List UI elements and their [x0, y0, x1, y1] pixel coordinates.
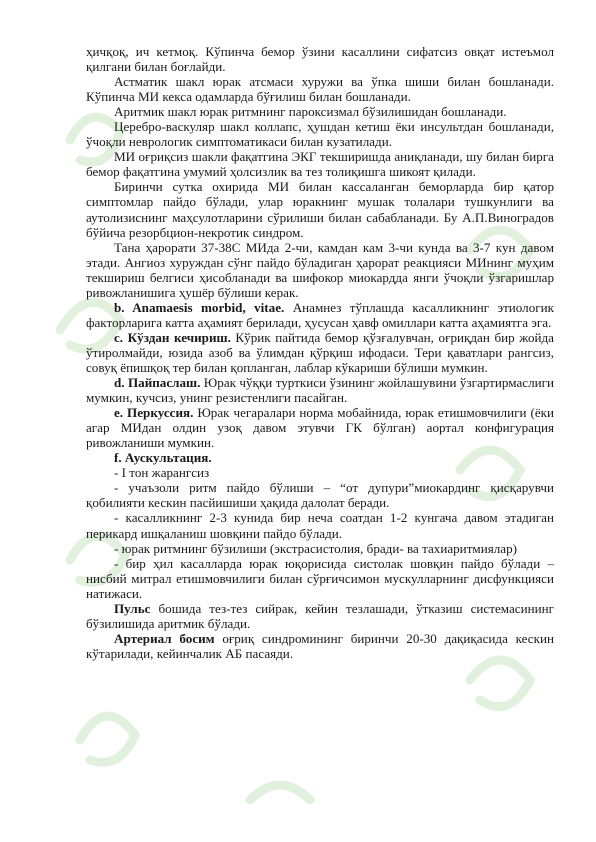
paragraph — [86, 300, 554, 330]
paragraph-text: Анамнез тўплашда касалликнинг этиологик факторларига катта аҳамият берилади, ҳусусан ҳавф омиллари катта аҳамиятга эга. — [86, 299, 555, 330]
paragraph-text: Аритмик шакл юрак ритмнинг пароксизмал бўзилишидан бошланади. — [114, 104, 507, 120]
paragraph — [86, 450, 554, 465]
paragraph — [86, 480, 554, 510]
paragraph-heading: f. Аускультация. — [114, 450, 212, 466]
paragraph-text: бошида тез-тез сийрак, кейин тезлашади, ўтказиш системасининг бўзилишида аритмик бўлади. — [86, 600, 554, 631]
paragraph-text: Биринчи сутка охирида МИ билан кассаланган беморларда бир қатор симптомлар пайдо бўлади, улар юракнинг мушак толалари тушкунлиги ва аутолизиснинг маҳсулотларини сўрилиши билан сабабланади. Бу А.П.Виноградов бўйича резорбцион-некротик синдром. — [86, 179, 554, 240]
paragraph-text: ҳичқоқ, ич кетмоқ. Кўпинча бемор ўзини касаллини сифатсиз овқат истеъмол қилгани билан боғлайди. — [86, 44, 554, 75]
paragraph — [86, 405, 554, 450]
paragraph — [86, 465, 554, 480]
paragraph — [86, 179, 554, 239]
paragraph — [86, 44, 554, 74]
paragraph — [86, 104, 554, 119]
paragraph-text: - юрак ритмнинг бўзилиши (экстрасистолия, бради- ва тахиаритмиялар) — [114, 540, 517, 556]
paragraph-text: Церебро-васкуляр шакл коллапс, ҳушдан кетиш ёки инсультдан бошланади, ўчоқли неврологик симптоматикаси билан кузатилади. — [86, 119, 554, 150]
paragraph-text: Тана ҳарорати 37-38С МИда 2-чи, камдан кам 3-чи кунда ва 3-7 кун давом этади. Ангиоз хуруждан сўнг пайдо бўладиган ҳарорат реакцияси МИнинг муҳим текшириш белгиси ҳисобланади ва шифокор миокардда янги ўчоқли ўзгаришлар ривожланишига ҳушёр бўлиши керак. — [86, 239, 554, 300]
paragraph-text: оғриқ синдромининг биринчи 20-30 дақиқасида кескин кўтарилади, кейинчалик АБ пасаяди. — [86, 630, 554, 661]
paragraph-heading: e. Перкуссия. — [114, 405, 194, 421]
paragraph-text: Кўрик пайтида бемор қўзғалувчан, оғриқдан бир жойда ўтиролмайди, юзида азоб ва ўлимдан қўрқиш ифодаси. Тери қаватлари рангсиз, совуқ ёпишқоқ тер билан қопланган, лаблар кўкариши бўлиши мумкин. — [86, 329, 554, 375]
paragraph — [86, 556, 554, 601]
paragraph-text: Юрак чегаралари норма мобайнида, юрак етишмовчилиги (ёки агар МИдан олдин узоқ давом этувчи ГК бўлган) аортал конфигурация ривожланиши мумкин. — [86, 405, 554, 451]
paragraph — [86, 74, 554, 104]
paragraph — [86, 119, 554, 149]
paragraph — [86, 149, 554, 179]
paragraph-heading: d. Пайпаслаш. — [114, 375, 201, 391]
paragraph — [86, 631, 554, 661]
paragraph — [86, 541, 554, 556]
document-page — [86, 44, 554, 661]
paragraph — [86, 510, 554, 540]
paragraph-heading: b. Anamaesis morbid, vitae. — [114, 299, 285, 315]
paragraph-text: - бир ҳил касалларда юрак юқорисида систолак шовқин пайдо бўлади – нисбий митрал етишмовчилиги билан сўрғичсимон мускулларнинг дисфункцияси натижаси. — [86, 555, 554, 601]
paragraph — [86, 601, 554, 631]
paragraph — [86, 240, 554, 300]
paragraph-text: Астматик шакл юрак атсмаси хуружи ва ўпка шиши билан бошланади. Кўпинча МИ кекса одамларда бўғилиш билан бошланади. — [86, 74, 554, 105]
paragraph-text: - касалликнинг 2-3 кунида бир неча соатдан 1-2 кунгача давом этадиган перикард ишқаланиш шовқини пайдо бўлади. — [86, 510, 554, 541]
paragraph-heading: Пульс — [114, 600, 151, 616]
paragraph-text: - I тон жарангсиз — [114, 465, 210, 481]
paragraph-text: МИ оғриқсиз шакли фақатгина ЭКГ текширишда аниқланади, шу билан бирга бемор фақатгина умумий ҳолсизлик ва тез толиқишга шикоят қилади. — [86, 149, 554, 180]
paragraph — [86, 330, 554, 375]
paragraph-text: Юрак чўққи турткиси ўзининг жойлашувини ўзгартирмаслиги мумкин, кучсиз, унинг резистенлиги пасайган. — [86, 375, 554, 406]
paragraph-text: - учаъзоли ритм пайдо бўлиши – “от дупури”миокардинг қисқарувчи қобилияти кескин пасйишиши ҳақида далолат беради. — [86, 480, 554, 511]
paragraph — [86, 375, 554, 405]
paragraph-heading: c. Кўздан кечириш. — [114, 329, 231, 345]
paragraph-heading: Артериал босим — [114, 630, 215, 646]
